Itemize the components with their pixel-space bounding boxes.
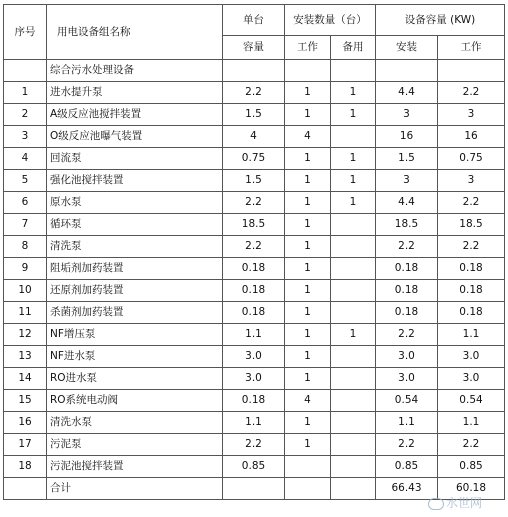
row-qty-work: 1 xyxy=(285,258,331,280)
row-name: 强化池搅拌装置 xyxy=(47,170,223,192)
row-no: 15 xyxy=(4,390,47,412)
row-qty-work: 1 xyxy=(285,280,331,302)
table-row xyxy=(4,324,505,346)
row-qty-spare xyxy=(331,412,376,434)
row-qty-work: 1 xyxy=(285,434,331,456)
row-qty-work: 1 xyxy=(285,346,331,368)
row-cap-work: 0.54 xyxy=(438,390,505,412)
row-unit-capacity: 1.1 xyxy=(223,412,285,434)
row-unit-capacity: 0.18 xyxy=(223,258,285,280)
row-qty-spare xyxy=(331,302,376,324)
header-unit: 单台 xyxy=(223,5,285,36)
row-cap-work: 3.0 xyxy=(438,346,505,368)
row-cap-install: 3 xyxy=(376,170,438,192)
header-unit-sub: 容量 xyxy=(223,36,285,60)
row-no: 6 xyxy=(4,192,47,214)
row-name: RO进水泵 xyxy=(47,368,223,390)
row-no: 3 xyxy=(4,126,47,148)
table-row xyxy=(4,368,505,390)
table-row xyxy=(4,214,505,236)
row-unit-capacity: 0.18 xyxy=(223,302,285,324)
row-no: 18 xyxy=(4,456,47,478)
row-qty-work: 1 xyxy=(285,236,331,258)
total-no xyxy=(4,478,47,500)
row-qty-work: 1 xyxy=(285,192,331,214)
row-cap-work: 0.85 xyxy=(438,456,505,478)
header-row-1 xyxy=(4,5,505,36)
row-cap-install: 3.0 xyxy=(376,346,438,368)
header-cap-install: 安装 xyxy=(376,36,438,60)
row-qty-spare xyxy=(331,236,376,258)
row-cap-work: 16 xyxy=(438,126,505,148)
row-cap-work: 1.1 xyxy=(438,324,505,346)
total-label: 合计 xyxy=(47,478,223,500)
watermark xyxy=(428,494,482,511)
row-name: NF增压泵 xyxy=(47,324,223,346)
row-qty-spare xyxy=(331,280,376,302)
row-no: 7 xyxy=(4,214,47,236)
row-name: 杀菌剂加药装置 xyxy=(47,302,223,324)
total-spare xyxy=(331,478,376,500)
row-qty-work: 1 xyxy=(285,82,331,104)
row-cap-install: 2.2 xyxy=(376,324,438,346)
row-cap-install: 3 xyxy=(376,104,438,126)
row-cap-install: 0.18 xyxy=(376,280,438,302)
row-cap-install: 0.18 xyxy=(376,302,438,324)
row-cap-install: 0.85 xyxy=(376,456,438,478)
cloud-icon xyxy=(428,498,444,510)
row-qty-spare xyxy=(331,390,376,412)
section-row xyxy=(4,60,505,82)
row-cap-install: 2.2 xyxy=(376,236,438,258)
row-qty-work: 1 xyxy=(285,302,331,324)
row-qty-spare xyxy=(331,126,376,148)
row-cap-install: 4.4 xyxy=(376,192,438,214)
row-name: 原水泵 xyxy=(47,192,223,214)
table-row xyxy=(4,82,505,104)
row-no: 13 xyxy=(4,346,47,368)
total-cap-install: 66.43 xyxy=(376,478,438,500)
row-cap-install: 2.2 xyxy=(376,434,438,456)
row-unit-capacity: 2.2 xyxy=(223,192,285,214)
row-no: 11 xyxy=(4,302,47,324)
row-cap-work: 3 xyxy=(438,104,505,126)
row-qty-spare: 1 xyxy=(331,170,376,192)
row-cap-install: 3.0 xyxy=(376,368,438,390)
section-no xyxy=(4,60,47,82)
row-qty-work: 4 xyxy=(285,390,331,412)
row-name: 阻垢剂加药装置 xyxy=(47,258,223,280)
row-qty-spare xyxy=(331,346,376,368)
row-cap-work: 2.2 xyxy=(438,236,505,258)
row-cap-install: 0.54 xyxy=(376,390,438,412)
row-cap-install: 1.1 xyxy=(376,412,438,434)
row-qty-work: 1 xyxy=(285,214,331,236)
row-unit-capacity: 0.18 xyxy=(223,390,285,412)
table-row xyxy=(4,236,505,258)
table-row xyxy=(4,412,505,434)
row-cap-work: 3 xyxy=(438,170,505,192)
row-qty-work: 1 xyxy=(285,368,331,390)
total-cap-work: 60.18 xyxy=(438,478,505,500)
table-row xyxy=(4,456,505,478)
row-cap-work: 2.2 xyxy=(438,192,505,214)
row-name: 回流泵 xyxy=(47,148,223,170)
row-qty-work: 1 xyxy=(285,412,331,434)
row-no: 12 xyxy=(4,324,47,346)
row-cap-work: 0.18 xyxy=(438,280,505,302)
row-cap-install: 1.5 xyxy=(376,148,438,170)
row-cap-work: 0.18 xyxy=(438,258,505,280)
equipment-table xyxy=(3,4,505,500)
header-qty: 安装数量（台） xyxy=(285,5,376,36)
row-no: 17 xyxy=(4,434,47,456)
row-unit-capacity: 3.0 xyxy=(223,346,285,368)
row-unit-capacity: 3.0 xyxy=(223,368,285,390)
row-cap-work: 3.0 xyxy=(438,368,505,390)
row-unit-capacity: 18.5 xyxy=(223,214,285,236)
row-cap-install: 0.18 xyxy=(376,258,438,280)
table-row xyxy=(4,170,505,192)
table-row xyxy=(4,346,505,368)
table-row xyxy=(4,104,505,126)
row-qty-work: 4 xyxy=(285,126,331,148)
row-name: 污泥池搅拌装置 xyxy=(47,456,223,478)
header-capacity: 设备容量 (KW) xyxy=(376,5,505,36)
row-name: A级反应池搅拌装置 xyxy=(47,104,223,126)
row-unit-capacity: 2.2 xyxy=(223,82,285,104)
row-name: 清洗水泵 xyxy=(47,412,223,434)
row-name: RO系统电动阀 xyxy=(47,390,223,412)
row-cap-work: 2.2 xyxy=(438,82,505,104)
row-cap-work: 18.5 xyxy=(438,214,505,236)
header-no: 序号 xyxy=(4,5,47,60)
row-cap-install: 4.4 xyxy=(376,82,438,104)
table-row xyxy=(4,192,505,214)
row-cap-install: 16 xyxy=(376,126,438,148)
row-qty-work: 1 xyxy=(285,104,331,126)
row-qty-work xyxy=(285,456,331,478)
row-unit-capacity: 1.1 xyxy=(223,324,285,346)
row-cap-work: 0.18 xyxy=(438,302,505,324)
table-row xyxy=(4,302,505,324)
row-qty-work: 1 xyxy=(285,324,331,346)
header-cap-work: 工作 xyxy=(438,36,505,60)
row-qty-spare: 1 xyxy=(331,324,376,346)
row-qty-spare xyxy=(331,434,376,456)
row-qty-spare: 1 xyxy=(331,104,376,126)
row-no: 16 xyxy=(4,412,47,434)
total-unit xyxy=(223,478,285,500)
row-unit-capacity: 0.75 xyxy=(223,148,285,170)
row-name: 进水提升泵 xyxy=(47,82,223,104)
row-qty-spare xyxy=(331,258,376,280)
watermark-text: 水世网 xyxy=(446,496,483,510)
row-qty-spare: 1 xyxy=(331,148,376,170)
row-qty-spare: 1 xyxy=(331,82,376,104)
row-cap-work: 0.75 xyxy=(438,148,505,170)
table-row xyxy=(4,148,505,170)
table-row xyxy=(4,434,505,456)
total-work xyxy=(285,478,331,500)
row-no: 4 xyxy=(4,148,47,170)
header-name: 用电设备组名称 xyxy=(47,5,223,60)
row-no: 2 xyxy=(4,104,47,126)
row-no: 5 xyxy=(4,170,47,192)
row-unit-capacity: 4 xyxy=(223,126,285,148)
row-unit-capacity: 2.2 xyxy=(223,236,285,258)
row-unit-capacity: 0.18 xyxy=(223,280,285,302)
row-no: 1 xyxy=(4,82,47,104)
row-cap-work: 1.1 xyxy=(438,412,505,434)
row-unit-capacity: 1.5 xyxy=(223,170,285,192)
table-row xyxy=(4,280,505,302)
row-name: 污泥泵 xyxy=(47,434,223,456)
header-qty-spare: 备用 xyxy=(331,36,376,60)
table-row xyxy=(4,258,505,280)
row-qty-spare xyxy=(331,214,376,236)
table-row xyxy=(4,390,505,412)
row-no: 9 xyxy=(4,258,47,280)
row-qty-work: 1 xyxy=(285,170,331,192)
row-cap-install: 18.5 xyxy=(376,214,438,236)
row-no: 14 xyxy=(4,368,47,390)
row-unit-capacity: 1.5 xyxy=(223,104,285,126)
row-no: 8 xyxy=(4,236,47,258)
row-qty-work: 1 xyxy=(285,148,331,170)
row-qty-spare xyxy=(331,368,376,390)
row-qty-spare xyxy=(331,456,376,478)
section-title: 综合污水处理设备 xyxy=(47,60,223,82)
row-unit-capacity: 0.85 xyxy=(223,456,285,478)
row-name: 清洗泵 xyxy=(47,236,223,258)
row-qty-spare: 1 xyxy=(331,192,376,214)
row-unit-capacity: 2.2 xyxy=(223,434,285,456)
header-qty-work: 工作 xyxy=(285,36,331,60)
row-name: NF进水泵 xyxy=(47,346,223,368)
row-no: 10 xyxy=(4,280,47,302)
table-row xyxy=(4,126,505,148)
row-cap-work: 2.2 xyxy=(438,434,505,456)
row-name: 循环泵 xyxy=(47,214,223,236)
row-name: O级反应池曝气装置 xyxy=(47,126,223,148)
row-name: 还原剂加药装置 xyxy=(47,280,223,302)
